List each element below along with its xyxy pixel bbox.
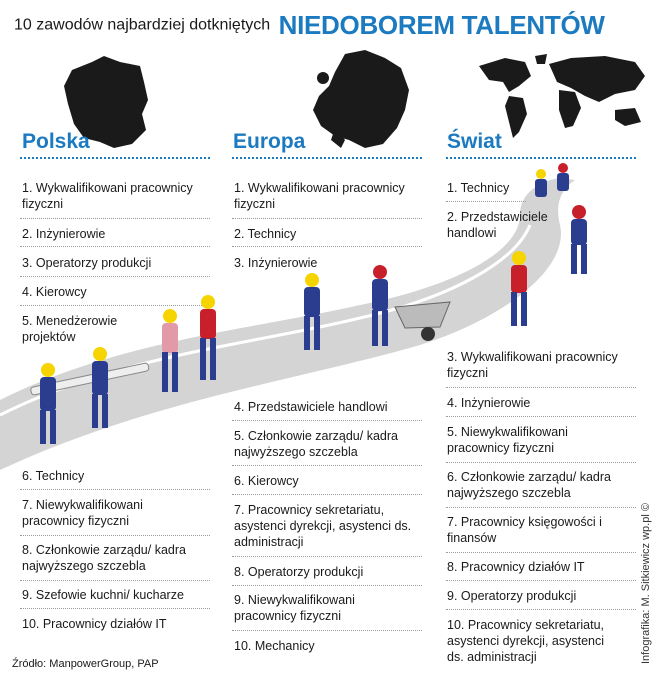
divider <box>20 218 210 219</box>
credit-note: Infografika: M. Sitkiewicz wp.pl © <box>640 503 652 664</box>
divider <box>20 489 210 490</box>
divider <box>20 535 210 536</box>
divider <box>232 585 422 586</box>
list-item: 6. Członkowie zarządu/ kadra najwyższego szczebla <box>447 470 611 500</box>
title-highlight: NIEDOBOREM TALENTÓW <box>278 10 605 40</box>
list-item: 7. Pracownicy księgowości i finansów <box>447 515 602 545</box>
divider <box>232 420 422 421</box>
divider <box>232 465 422 466</box>
divider <box>446 387 636 388</box>
list-item: 5. Menedżerowie projektów <box>22 314 118 344</box>
list-item: 5. Niewykwalifikowani pracownicy fizyczni <box>447 425 568 455</box>
list-item: 7. Pracownicy sekretariatu, asystenci dyrekcji, asystenci ds. administracji <box>234 503 412 549</box>
list-item: 10. Pracownicy sekretariatu, asystenci dyrekcji, asystenci ds. administracji <box>447 618 605 664</box>
divider <box>232 494 422 495</box>
divider <box>446 462 636 463</box>
europe-map-icon <box>305 48 415 153</box>
list-item: 8. Członkowie zarządu/ kadra najwyższego szczebla <box>22 543 186 573</box>
list-item: 4. Inżynierowie <box>447 396 531 410</box>
source-note: Źródło: ManpowerGroup, PAP <box>12 658 159 670</box>
divider <box>446 416 636 417</box>
heading-underline <box>232 157 422 159</box>
list-item: 6. Kierowcy <box>234 474 299 488</box>
workers-with-wheelbarrow-illustration <box>290 262 460 357</box>
divider <box>232 246 422 247</box>
divider <box>446 552 636 553</box>
divider <box>20 608 210 609</box>
list-item: 5. Członkowie zarządu/ kadra najwyższego szczebla <box>234 429 398 459</box>
list-item: 9. Szefowie kuchni/ kucharze <box>22 588 184 602</box>
list-item: 9. Operatorzy produkcji <box>447 589 577 603</box>
heading-underline <box>446 157 636 159</box>
list-item: 6. Technicy <box>22 469 85 483</box>
title-prefix: 10 zawodów najbardziej dotkniętych <box>14 16 271 34</box>
divider <box>232 630 422 631</box>
list-item: 9. Niewykwalifikowani pracownicy fizyczni <box>234 593 355 623</box>
divider <box>20 246 210 247</box>
list-item: 2. Inżynierowie <box>22 227 106 241</box>
list-item: 1. Technicy <box>447 181 510 195</box>
world-map-icon <box>475 52 651 142</box>
list-item: 10. Mechanicy <box>234 639 315 653</box>
page-title <box>14 10 605 41</box>
divider <box>20 276 210 277</box>
list-item: 3. Wykwalifikowani pracownicy fizyczni <box>447 350 618 380</box>
heading-europa: Europa <box>233 130 306 153</box>
list-item: 8. Operatorzy produkcji <box>234 565 364 579</box>
list-item: 8. Pracownicy działów IT <box>447 560 585 574</box>
divider <box>232 556 422 557</box>
divider <box>20 580 210 581</box>
list-item: 4. Przedstawiciele handlowi <box>234 400 388 414</box>
list-item: 2. Technicy <box>234 227 297 241</box>
list-item: 1. Wykwalifikowani pracownicy fizyczni <box>22 181 193 211</box>
heading-polska: Polska <box>22 130 90 153</box>
divider <box>446 507 636 508</box>
heading-underline <box>20 157 210 159</box>
list-item: 2. Przedstawiciele handlowi <box>447 210 548 240</box>
list-item: 1. Wykwalifikowani pracownicy fizyczni <box>234 181 405 211</box>
list-item: 10. Pracownicy działów IT <box>22 617 167 631</box>
list-item: 3. Operatorzy produkcji <box>22 256 152 270</box>
list-item: 3. Inżynierowie <box>234 256 318 270</box>
divider <box>232 218 422 219</box>
divider <box>446 609 636 610</box>
divider <box>446 580 636 581</box>
workers-walking-illustration <box>150 292 250 402</box>
heading-swiat: Świat <box>447 130 502 153</box>
list-item: 4. Kierowcy <box>22 285 87 299</box>
workers-on-road-illustration <box>495 160 605 330</box>
list-item: 7. Niewykwalifikowani pracownicy fizyczni <box>22 498 143 528</box>
